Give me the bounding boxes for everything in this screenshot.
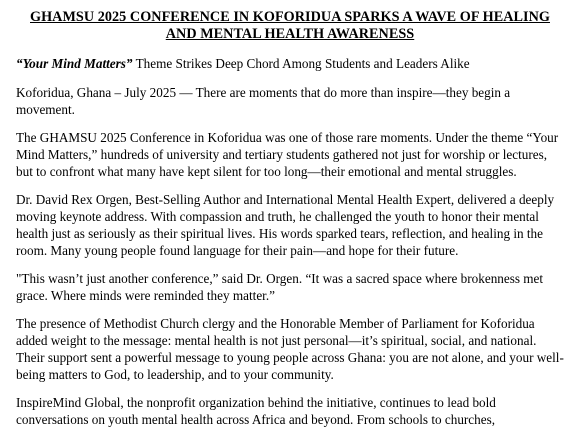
paragraph-keynote: Dr. David Rex Orgen, Best-Selling Author and International Mental Health Expert, delivered a deeply moving keynote address. With compassion and truth, he challenged the youth to honor their mental health just as seriously as their spiritual lives. His words sparked tears, reflection, and healing in the room. Many young people found language for their pain—and hope for their future. — [16, 192, 555, 258]
subheading-text: Theme Strikes Deep Chord Among Students and Leaders Alike — [132, 56, 470, 71]
paragraph-inspiremind: InspireMind Global, the nonprofit organization behind the initiative, continues to lead bold conversations on youth mental health across Africa and beyond. From schools to churches, — [16, 395, 496, 427]
headline-line-1: GHAMSU 2025 CONFERENCE IN KOFORIDUA SPARKS A WAVE OF HEALING — [30, 9, 550, 25]
paragraph-quote: "This wasn’t just another conference,” said Dr. Orgen. “It was a sacred space where brokenness met grace. Where minds were reminded they matter.” — [16, 271, 544, 303]
paragraph-dateline: Koforidua, Ghana – July 2025 — There are moments that do more than inspire—they begin a movement. — [16, 85, 511, 117]
article-subheading — [16, 55, 564, 72]
paragraph-clergy-support: The presence of Methodist Church clergy and the Honorable Member of Parliament for Koforidua added weight to the message: mental health is not just personal—it’s spiritual, social, and national. Their support sent a powerful message to young people across Ghana: you are not alone, and your well-being matters to God, to leadership, and to your community. — [16, 316, 564, 382]
paragraph-conference: The GHAMSU 2025 Conference in Koforidua was one of those rare moments. Under the theme “Your Mind Matters,” hundreds of university and tertiary students gathered not just for worship or lectures, but to confront what many have kept silent for too long—their emotional and mental struggles. — [16, 130, 559, 179]
subheading-theme: “Your Mind Matters” — [16, 56, 133, 71]
headline-line-2: AND MENTAL HEALTH AWARENESS — [165, 26, 415, 42]
article-headline — [16, 9, 564, 43]
